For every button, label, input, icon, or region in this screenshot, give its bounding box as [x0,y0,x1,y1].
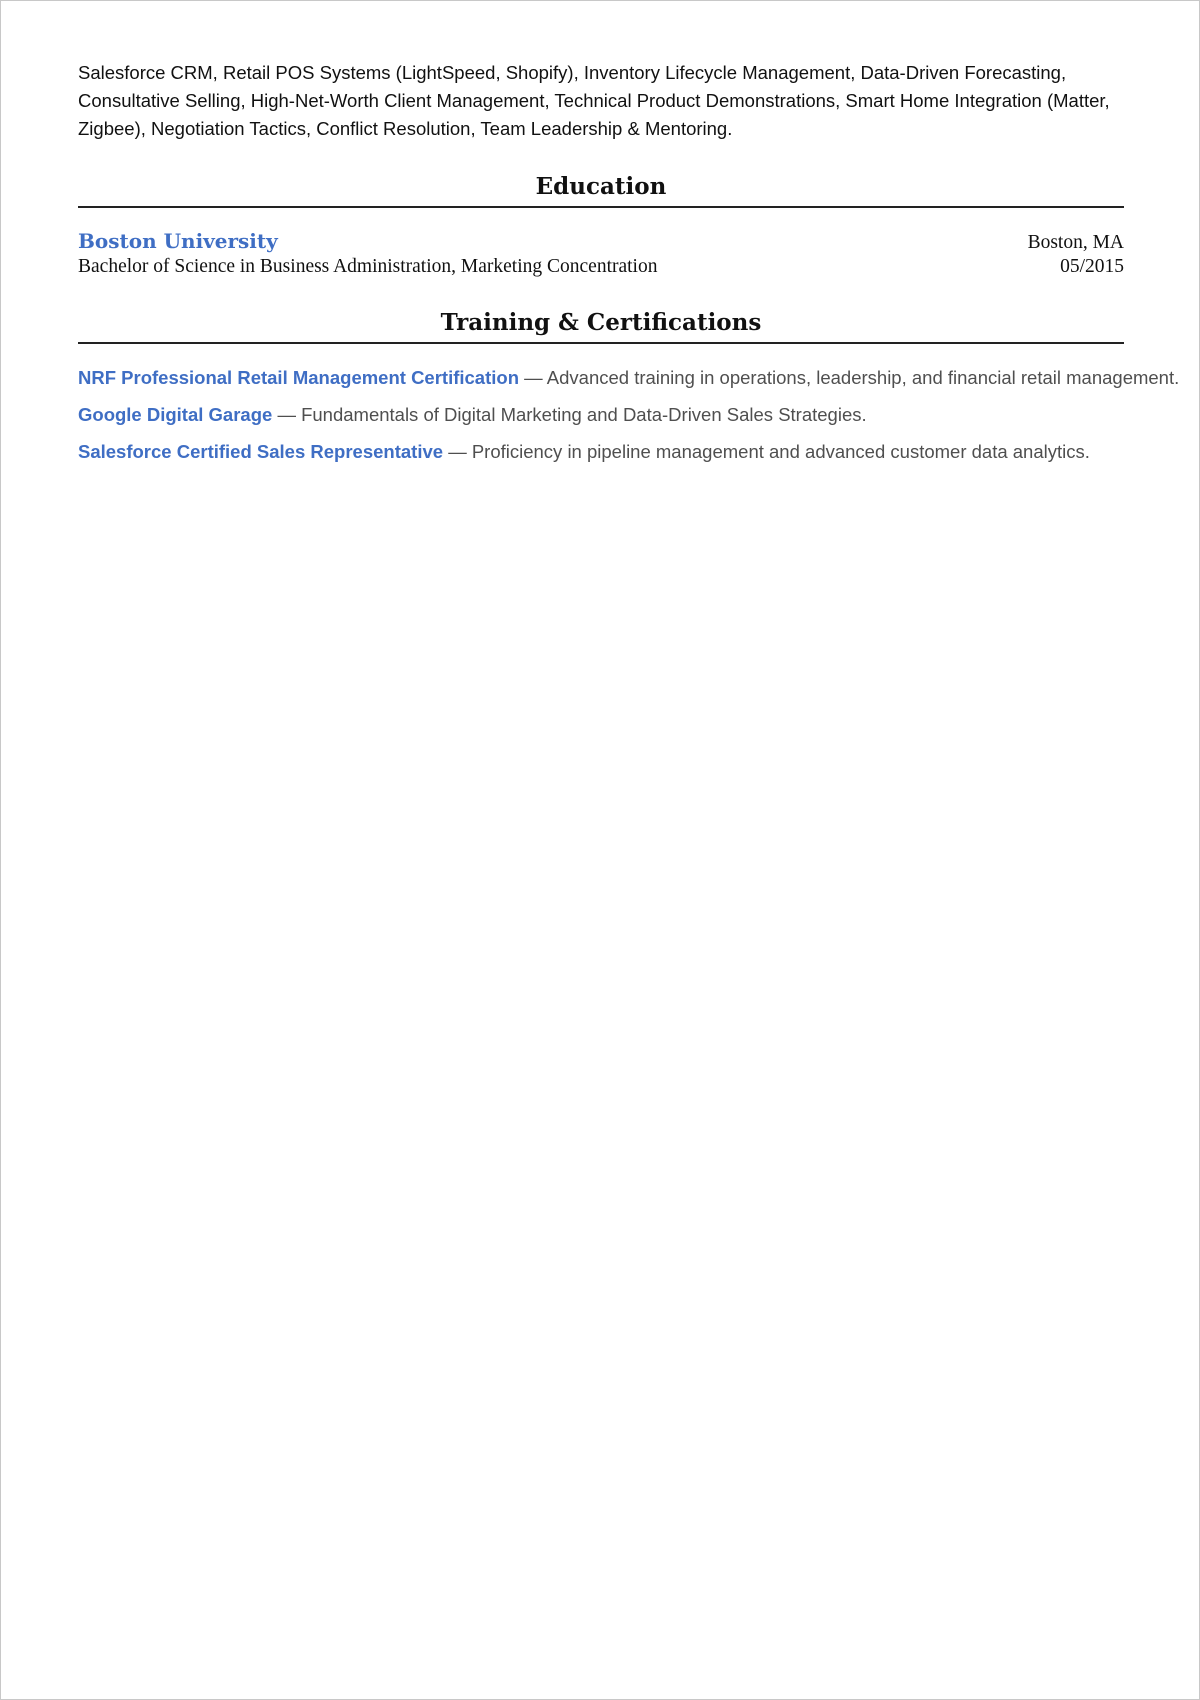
certification-name: Google Digital Garage [78,404,273,425]
education-row-school [78,229,1124,255]
certification-item [78,404,1124,426]
education-row-degree [78,255,1124,279]
education-entry [78,229,1124,279]
certification-item [78,367,1180,389]
graduation-date: 05/2015 [1060,256,1124,277]
school-location: Boston, MA [1027,232,1124,253]
training-heading: Training & Certifications [78,309,1124,344]
education-heading: Education [78,173,1124,208]
certification-description: — Fundamentals of Digital Marketing and Data-Driven Sales Strategies. [277,404,867,425]
certification-list [78,367,1180,463]
certification-description: — Proficiency in pipeline management and advanced customer data analytics. [448,441,1090,462]
degree-title: Bachelor of Science in Business Administration, Marketing Concentration [78,256,658,277]
school-name: Boston University [78,229,278,253]
certification-name: Salesforce Certified Sales Representative [78,441,444,462]
certification-description: — Advanced training in operations, leadership, and financial retail management. [524,367,1180,388]
certification-item [78,441,1124,463]
skills-paragraph: Salesforce CRM, Retail POS Systems (LightSpeed, Shopify), Inventory Lifecycle Management, Data-Driven Forecasting, Consultative Selling, High-Net-Worth Client Management, Technical Product Demonstrations, Smart Home Integration (Matter, Zigbee), Negotiation Tactics, Conflict Resolution, Team Leadership & Mentoring. [78,62,1110,139]
certification-name: NRF Professional Retail Management Certification [78,367,520,388]
resume-content [78,59,1180,478]
